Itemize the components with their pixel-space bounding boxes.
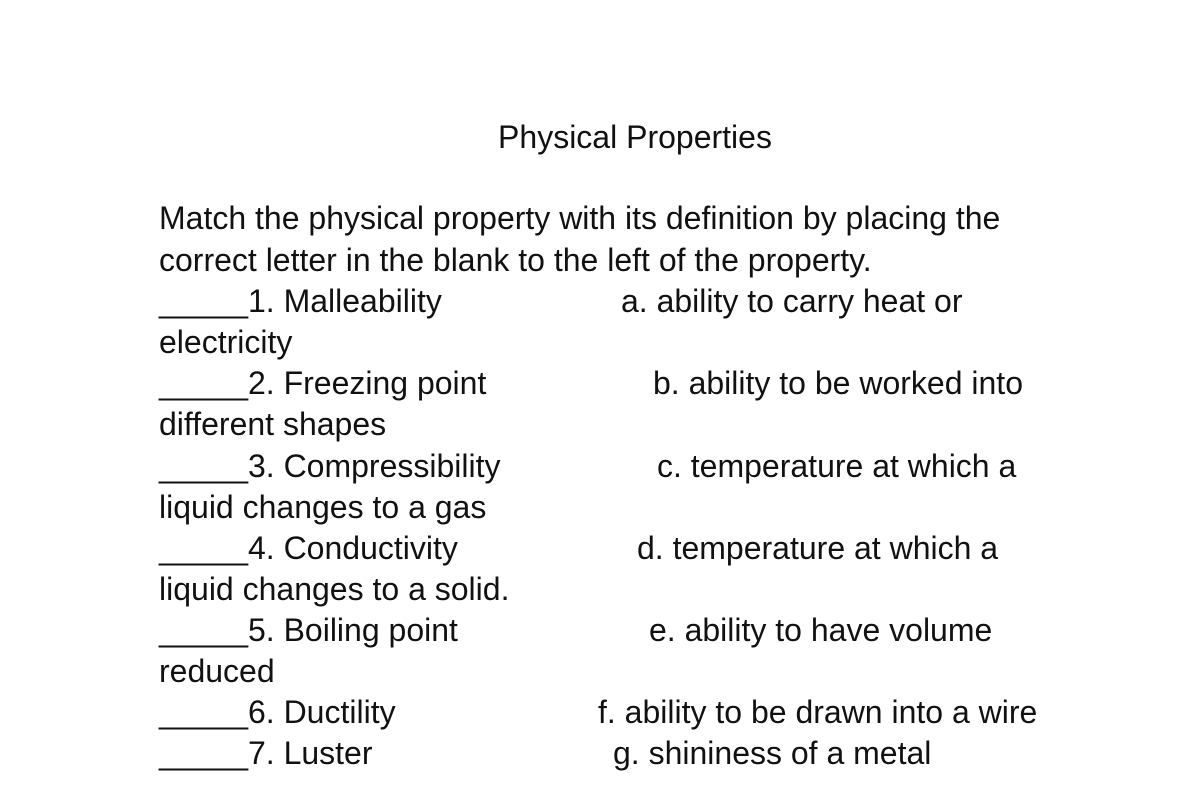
definition-a: a. ability to carry heat or [621, 283, 963, 319]
instructions-line-2: correct letter in the blank to the left of the property. [159, 242, 872, 278]
property-6: _____6. Ductility [159, 694, 396, 730]
instructions-line-1: Match the physical property with its definition by placing the [159, 200, 1001, 236]
definition-d-continuation: liquid changes to a solid. [159, 571, 510, 607]
property-4: _____4. Conductivity [159, 530, 458, 566]
definition-a-continuation: electricity [159, 324, 293, 360]
definition-c-continuation: liquid changes to a gas [159, 489, 487, 525]
property-3: _____3. Compressibility [159, 448, 501, 484]
property-7: _____7. Luster [159, 735, 373, 771]
definition-g: g. shininess of a metal [613, 735, 932, 771]
page-title: Physical Properties [498, 119, 772, 155]
property-2: _____2. Freezing point [159, 365, 487, 401]
definition-c: c. temperature at which a [657, 448, 1017, 484]
property-5: _____5. Boiling point [159, 612, 458, 648]
definition-b: b. ability to be worked into [653, 365, 1023, 401]
definition-f: f. ability to be drawn into a wire [598, 694, 1038, 730]
definition-d: d. temperature at which a [637, 530, 999, 566]
definition-e-continuation: reduced [159, 653, 275, 689]
definition-e: e. ability to have volume [649, 612, 993, 648]
property-1: _____1. Malleability [159, 283, 442, 319]
definition-b-continuation: different shapes [159, 406, 387, 442]
